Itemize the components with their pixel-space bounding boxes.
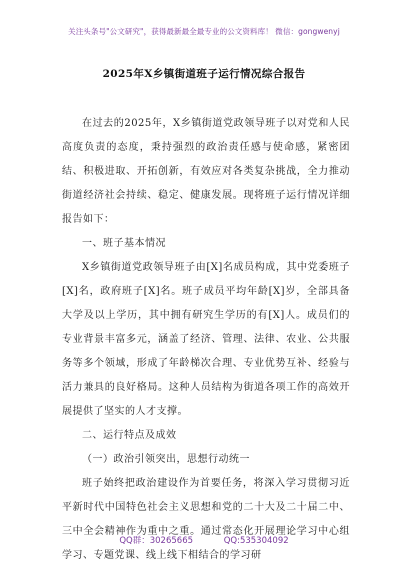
footer-qq-group: QQ群：30265665 [119, 536, 194, 546]
intro-paragraph: 在过去的2025年，X乡镇街道党政领导班子以对党和人民高度负责的态度，秉持强烈的政治责任感与使命感，紧密团结、积极进取、开拓创新，有效应对各类复杂挑战，全力推动街道经济社会持续、稳定、健康发展。现将班子运行情况详细报告如下： [62, 118, 350, 225]
footer-qq-number: QQ:535304092 [223, 536, 289, 546]
header-banner: 关注头条号"公文研究"，获得最新最全最专业的公文资料库！ 微信：gongwenyj [68, 27, 340, 36]
section-paragraph-1: X乡镇街道党政领导班子由[X]名成员构成，其中党委班子[X]名，政府班子[X]名。班子成员平均年龄[X]岁，全部具备大学及以上学历，其中拥有研究生学历的有[X]人。成员们的专业背景丰富多元，涵盖了经济、管理、法律、农业、公共服务等多个领域，形成了年龄梯次合理、专业优势互补、经验与活力兼具的良好格局。这种人员结构为街道各项工作的高效开展提供了坚实的人才支撑。 [62, 262, 350, 417]
document-body [62, 112, 350, 568]
subsection-heading-1: （一）政治引领突出，思想行动统一 [82, 454, 250, 465]
document-title: 2025年X乡镇街道班子运行情况综合报告 [102, 68, 306, 80]
subsection-paragraph-1: 班子始终把政治建设作为首要任务，将深入学习贯彻习近平新时代中国特色社会主义思想和党的二十大及二十届二中、三中全会精神作为重中之重。通过常态化开展理论学习中心组学习、专题党课、线上线下相结合的学习研 [62, 478, 350, 561]
footer-contact [0, 534, 408, 546]
section-heading-1: 一、班子基本情况 [82, 238, 166, 249]
section-heading-2: 二、运行特点及成效 [82, 430, 177, 441]
